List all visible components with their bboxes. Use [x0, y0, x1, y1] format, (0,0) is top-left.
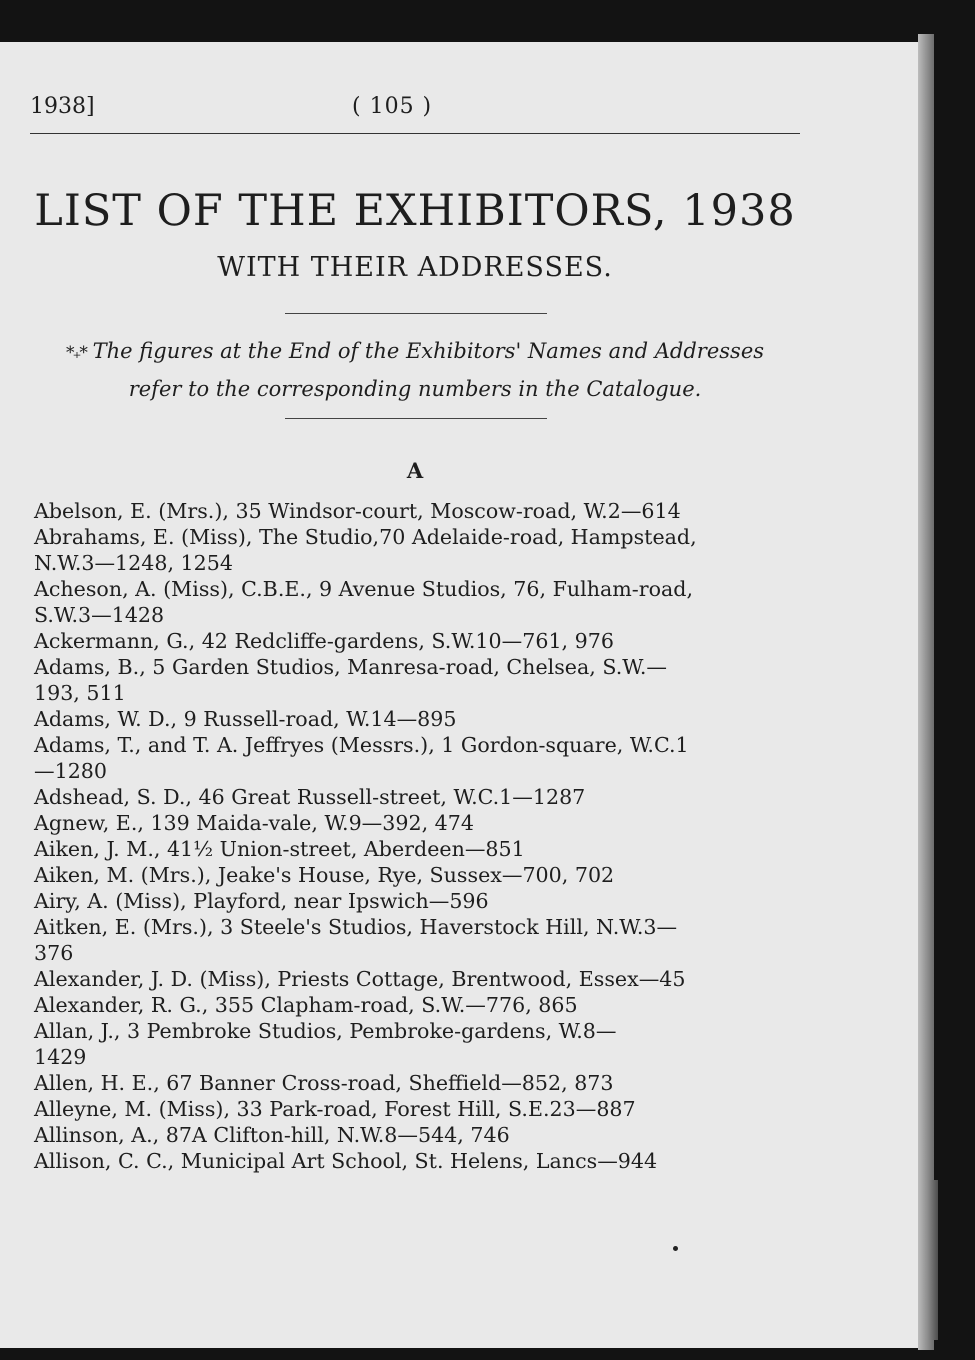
exhibitor-entry-line-1: Ackermann, G., 42 Redcliffe-gardens, S.W.10—761, 976 — [34, 629, 614, 653]
exhibitor-entry-line-1: Allison, C. C., Municipal Art School, St. Helens, Lancs—944 — [34, 1149, 658, 1173]
exhibitor-entry-line-1: Allinson, A., 87A Clifton-hill, N.W.8—544, 746 — [34, 1123, 510, 1147]
catalogue-note-text-1: The figures at the End of the Exhibitors' Names and Addresses — [85, 339, 765, 363]
exhibitor-entry — [34, 498, 804, 524]
section-letter: A — [406, 458, 424, 483]
exhibitor-entry-line-1: Adams, B., 5 Garden Studios, Manresa-road, Chelsea, S.W.— — [34, 655, 667, 679]
exhibitor-entry-line-1: Aiken, M. (Mrs.), Jeake's House, Rye, Sussex—700, 702 — [34, 863, 615, 887]
exhibitor-entry-line-1: Adshead, S. D., 46 Great Russell-street, W.C.1—1287 — [34, 785, 586, 809]
exhibitor-entry — [34, 1096, 804, 1122]
exhibitor-entry — [34, 966, 804, 992]
page-edge-shadow — [928, 1180, 938, 1340]
exhibitor-entry — [34, 992, 804, 1018]
exhibitor-entry-line-1: Acheson, A. (Miss), C.B.E., 9 Avenue Studios, 76, Fulham-road, — [34, 577, 693, 601]
page-subtitle: WITH THEIR ADDRESSES. — [217, 252, 613, 283]
exhibitor-entry-line-2: 193, 511 — [34, 681, 126, 705]
exhibitor-entry — [34, 706, 804, 732]
asterism-icon: *₊* — [65, 343, 86, 363]
divider-rule-top — [285, 313, 547, 314]
exhibitor-entry — [34, 810, 804, 836]
catalogue-note-line-1 — [30, 333, 800, 371]
exhibitor-entry — [34, 862, 804, 888]
exhibitor-entry-line-2: N.W.3—1248, 1254 — [34, 551, 233, 575]
exhibitor-entry-line-1: Alexander, J. D. (Miss), Priests Cottage, Brentwood, Essex—45 — [34, 967, 686, 991]
divider-rule-bottom — [285, 418, 547, 419]
exhibitor-entry-line-1: Alexander, R. G., 355 Clapham-road, S.W.—776, 865 — [34, 993, 578, 1017]
page-title: LIST OF THE EXHIBITORS, 1938 — [34, 186, 796, 236]
exhibitor-entry-line-1: Aitken, E. (Mrs.), 3 Steele's Studios, Haverstock Hill, N.W.3— — [34, 915, 678, 939]
exhibitor-entry-line-2: —1280 — [34, 759, 108, 783]
exhibitor-entry-line-1: Adams, W. D., 9 Russell-road, W.14—895 — [34, 707, 457, 731]
exhibitor-entry-line-1: Abrahams, E. (Miss), The Studio,70 Adelaide-road, Hampstead, — [34, 525, 697, 549]
page-number: ( 105 ) — [352, 94, 433, 119]
exhibitor-entry-line-1: Aiken, J. M., 41½ Union-street, Aberdeen—851 — [34, 837, 525, 861]
exhibitor-entry-line-1: Abelson, E. (Mrs.), 35 Windsor-court, Moscow-road, W.2—614 — [34, 499, 681, 523]
running-head-year: 1938] — [30, 94, 95, 119]
exhibitor-entry — [34, 576, 804, 628]
exhibitor-entry-line-2: 376 — [34, 941, 74, 965]
exhibitor-entry-line-2: S.W.3—1428 — [34, 603, 165, 627]
exhibitor-entry-line-1: Adams, T., and T. A. Jeffryes (Messrs.), 1 Gordon-square, W.C.1 — [34, 733, 689, 757]
catalogue-note-line-2: refer to the corresponding numbers in the Catalogue. — [128, 377, 702, 401]
catalogue-note — [30, 333, 800, 407]
exhibitor-entry — [34, 1148, 804, 1174]
exhibitor-entry — [34, 524, 804, 576]
exhibitor-entry-line-1: Allan, J., 3 Pembroke Studios, Pembroke-gardens, W.8— — [34, 1019, 617, 1043]
exhibitor-entry — [34, 654, 804, 706]
exhibitor-entry — [34, 836, 804, 862]
exhibitor-entry-line-1: Airy, A. (Miss), Playford, near Ipswich—596 — [34, 889, 489, 913]
exhibitor-entry — [34, 628, 804, 654]
header-rule — [30, 133, 800, 134]
exhibitor-entry-line-1: Agnew, E., 139 Maida-vale, W.9—392, 474 — [34, 811, 474, 835]
exhibitor-entry — [34, 1122, 804, 1148]
exhibitor-entry — [34, 1018, 804, 1070]
exhibitor-entry-line-1: Allen, H. E., 67 Banner Cross-road, Sheffield—852, 873 — [34, 1071, 614, 1095]
page-edge — [918, 34, 934, 1350]
exhibitor-entry — [34, 1070, 804, 1096]
exhibitor-entry — [34, 732, 804, 784]
exhibitor-entry — [34, 784, 804, 810]
exhibitor-entry-line-1: Alleyne, M. (Miss), 33 Park-road, Forest Hill, S.E.23—887 — [34, 1097, 636, 1121]
exhibitor-entry — [34, 914, 804, 966]
exhibitor-list — [34, 498, 804, 1174]
exhibitor-entry — [34, 888, 804, 914]
running-head — [30, 94, 800, 128]
page-speck — [673, 1246, 678, 1251]
exhibitor-entry-line-2: 1429 — [34, 1045, 87, 1069]
